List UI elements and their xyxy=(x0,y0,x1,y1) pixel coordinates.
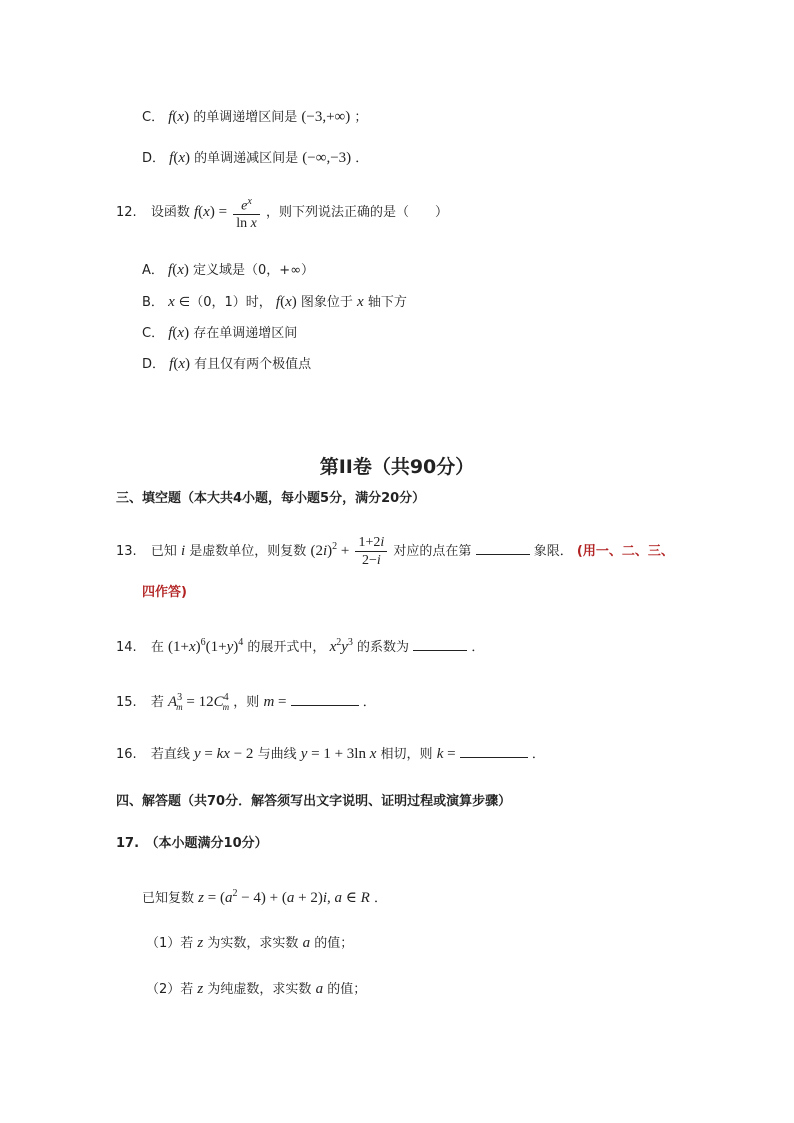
fraction: $\frac{1+2i}{2-i}$ xyxy=(355,534,387,569)
punctuation: ． xyxy=(373,891,387,906)
math-expr: (−∞,−3) xyxy=(302,150,352,166)
math-expr: a xyxy=(315,981,324,997)
math-expr: y = kx − 2 xyxy=(193,746,254,762)
q16 xyxy=(116,743,545,765)
q17-stem xyxy=(142,884,387,909)
stem-text: ，则下列说法正确的是（ ） xyxy=(265,205,448,220)
math-expr: x xyxy=(357,294,364,310)
option-label: D． xyxy=(142,151,166,166)
stem-text: 若 xyxy=(150,695,164,710)
math-expr: (−3,+∞) xyxy=(301,109,351,125)
part-title: 第II卷（共90分） xyxy=(319,456,475,478)
part-text: （1）若 xyxy=(146,936,194,951)
stem-text: 已知复数 xyxy=(142,891,195,906)
stem-text: ，则 xyxy=(233,695,260,710)
fraction: $\frac{e^x}{\text{ln x}}$ xyxy=(233,193,260,233)
stem-text: 是虚数单位，则复数 xyxy=(189,544,307,559)
math-expr: z xyxy=(197,981,204,997)
q17-part-2 xyxy=(146,979,366,1000)
option-text: 轴下方 xyxy=(367,295,407,310)
punctuation: ． xyxy=(531,747,545,762)
math-expr: z xyxy=(197,935,204,951)
stem-text: 若直线 xyxy=(150,747,190,762)
math-expr: f(x) = xyxy=(193,204,228,220)
option-text: 的单调递减区间是 xyxy=(194,151,299,166)
stem-text: 已知 xyxy=(150,544,177,559)
q17-heading: 17. （本小题满分10分） xyxy=(116,836,268,851)
stem-text: 象限． xyxy=(533,544,573,559)
option-label: D． xyxy=(142,357,166,372)
answer-note-continued: 四作答) xyxy=(142,585,187,600)
option-text: 定义域是（0，+∞） xyxy=(193,263,315,278)
stem-text: 的系数为 xyxy=(357,640,410,655)
question-number: 12. xyxy=(116,205,137,220)
stem-text: 与曲线 xyxy=(257,747,297,762)
option-label: C． xyxy=(142,326,165,341)
part-text: （2）若 xyxy=(146,982,194,997)
q12-stem xyxy=(116,192,448,233)
part-text: 为纯虚数，求实数 xyxy=(207,982,312,997)
stem-text: 在 xyxy=(150,640,164,655)
part-text: 的值； xyxy=(327,982,367,997)
q13 xyxy=(116,527,674,572)
punctuation: ． xyxy=(471,640,485,655)
option-label: C． xyxy=(142,110,165,125)
punctuation: ． xyxy=(355,151,369,166)
option-label: A． xyxy=(142,263,164,278)
math-expr: f(x) xyxy=(168,109,190,125)
math-expr: f(x) xyxy=(168,325,190,341)
math-expr: $(2i)^2$ + xyxy=(310,541,350,559)
math-expr: i xyxy=(180,543,186,559)
q11-option-d xyxy=(142,148,368,169)
q12-option-a xyxy=(142,260,314,281)
question-number: 15. xyxy=(116,695,137,710)
option-text: 存在单调递增区间 xyxy=(193,326,298,341)
q15 xyxy=(116,688,376,717)
question-number: 14. xyxy=(116,640,137,655)
option-text: 有且仅有两个极值点 xyxy=(194,357,312,372)
section-heading: 四、解答题（共70分．解答须写出文字说明、证明过程或演算步骤） xyxy=(116,794,512,809)
math-expr: $(1+x)^6(1+y)^4$ xyxy=(167,637,244,655)
stem-text: 相切，则 xyxy=(380,747,433,762)
math-expr: $z = (a^2 - 4) + (a + 2)i$, a ∈ R xyxy=(198,888,370,906)
q12-option-c xyxy=(142,323,297,344)
part-text: 的值； xyxy=(314,936,354,951)
stem-text: 设函数 xyxy=(150,205,190,220)
math-expr: m = xyxy=(263,694,287,710)
option-text: 的单调递增区间是 xyxy=(193,110,298,125)
answer-blank[interactable] xyxy=(413,636,467,651)
punctuation: ； xyxy=(354,110,368,125)
option-text: 图象位于 xyxy=(300,295,353,310)
math-expr: $x^2y^3$ xyxy=(329,637,353,655)
q11-option-c xyxy=(142,107,367,128)
math-expr: $A^3_m = 12C^4_m$ xyxy=(167,692,230,712)
section-heading: 三、填空题（本大共4小题，每小题5分，满分20分） xyxy=(116,491,426,506)
q14 xyxy=(116,633,484,658)
question-number: 16. xyxy=(116,747,137,762)
math-expr: f(x) xyxy=(169,150,190,166)
math-expr: x xyxy=(168,294,175,310)
option-text: ∈（0，1）时， xyxy=(178,295,272,310)
math-expr: k = xyxy=(436,746,456,762)
answer-blank[interactable] xyxy=(476,540,530,555)
math-expr: y = 1 + 3ln x xyxy=(300,746,377,762)
math-expr: f(x) xyxy=(275,294,297,310)
answer-blank[interactable] xyxy=(291,691,359,706)
math-expr: a xyxy=(302,935,311,951)
q12-option-d xyxy=(142,354,311,375)
stem-text: 的展开式中， xyxy=(247,640,326,655)
answer-note: (用一、二、三、 xyxy=(576,544,674,559)
answer-blank[interactable] xyxy=(460,743,528,758)
stem-text: 对应的点在第 xyxy=(393,544,472,559)
q17-part-1 xyxy=(146,933,353,954)
math-expr: f(x) xyxy=(168,262,189,278)
question-number: 13. xyxy=(116,544,137,559)
q12-option-b xyxy=(142,292,407,313)
option-label: B． xyxy=(142,295,164,310)
math-expr: f(x) xyxy=(169,356,190,372)
part-text: 为实数，求实数 xyxy=(207,936,299,951)
punctuation: ． xyxy=(362,695,376,710)
